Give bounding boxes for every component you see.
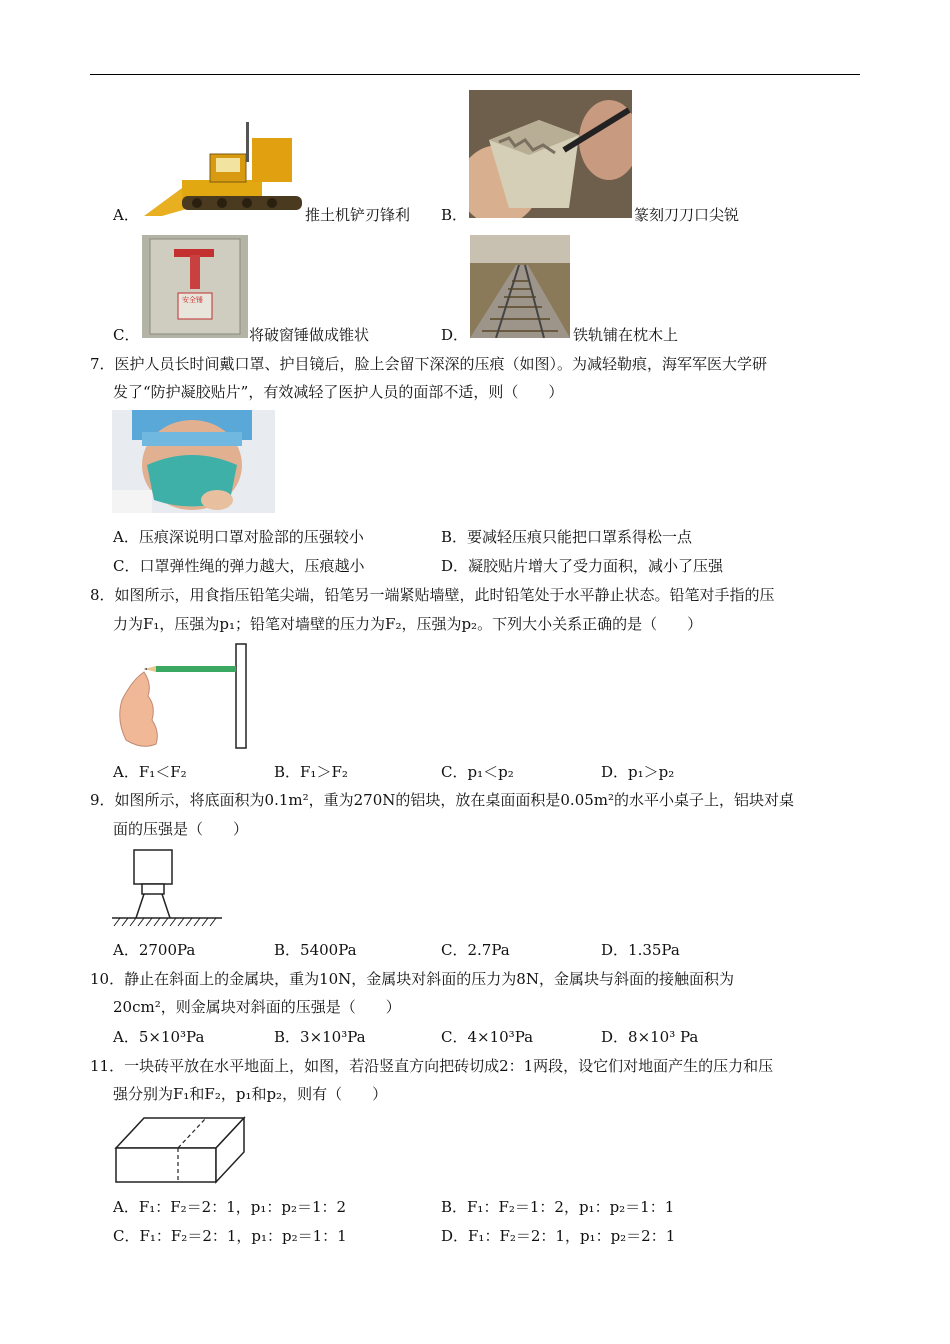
q10-option-b: B．3×10³Pa (274, 1028, 366, 1046)
q8-stem-line1: 8．如图所示，用食指压铅笔尖端，铅笔另一端紧贴墙壁，此时铅笔处于水平静止状态。铅笔对手指的压 (90, 586, 775, 604)
q6-option-a-letter: A． (113, 206, 139, 224)
carving-knife-image (469, 90, 632, 218)
q9-option-b: B．5400Pa (274, 941, 357, 959)
q9-stem-line1: 9．如图所示，将底面积为0.1m²，重为270N的铝块，放在桌面面积是0.05m²的水平小桌子上，铝块对桌 (90, 791, 795, 809)
q8-option-b: B．F₁＞F₂ (274, 763, 348, 781)
q10-option-c: C．4×10³Pa (441, 1028, 534, 1046)
safety-hammer-sign: 安全锤 (182, 296, 203, 304)
q7-stem-line2: 发了“防护凝胶贴片”，有效减轻了医护人员的面部不适，则（ ） (113, 383, 564, 401)
q10-option-a: A．5×10³Pa (113, 1028, 205, 1046)
railway-track-image (470, 235, 570, 338)
q9-option-a: A．2700Pa (113, 941, 196, 959)
q7-option-b: B．要减轻压痕只能把口罩系得松一点 (441, 528, 693, 546)
medical-worker-image (112, 410, 275, 513)
q10-stem-line2: 20cm²，则金属块对斜面的压强是（ ） (113, 998, 401, 1016)
q9-option-d: D．1.35Pa (601, 941, 680, 959)
q6-option-d-letter: D． (441, 326, 469, 344)
q7-stem-line1: 7．医护人员长时间戴口罩、护目镜后，脸上会留下深深的压痕（如图）。为减轻勒痕，海军军医大学研 (90, 355, 768, 373)
q7-option-c: C．口罩弹性绳的弹力越大，压痕越小 (113, 557, 365, 575)
q6-option-c-text: 将破窗锤做成锥状 (249, 326, 370, 344)
q11-stem-line2: 强分别为F₁和F₂，p₁和p₂，则有（ ） (113, 1085, 388, 1103)
q9-option-c: C．2.7Pa (441, 941, 510, 959)
q7-option-a: A．压痕深说明口罩对脸部的压强较小 (113, 528, 364, 546)
q8-option-a: A．F₁＜F₂ (113, 763, 187, 781)
q11-option-a: A．F₁：F₂＝2：1，p₁：p₂＝1：2 (113, 1198, 347, 1216)
q8-stem-line2: 力为F₁，压强为p₁；铅笔对墙壁的压力为F₂，压强为p₂。下列大小关系正确的是（ ） (113, 615, 703, 633)
q9-stem-line2: 面的压强是（ ） (113, 820, 249, 838)
q6-option-b-letter: B． (441, 206, 468, 224)
q6-option-a-text: 推土机铲刃锋利 (305, 206, 411, 224)
q11-stem-line1: 11．一块砖平放在水平地面上，如图，若沿竖直方向把砖切成2：1两段，设它们对地面产生的压力和压 (90, 1057, 774, 1075)
q10-stem-line1: 10．静止在斜面上的金属块，重为10N，金属块对斜面的压力为8N，金属块与斜面的接触面积为 (90, 970, 734, 988)
q7-option-d: D．凝胶贴片增大了受力面积，减小了压强 (441, 557, 724, 575)
q6-option-b-text: 篆刻刀刀口尖锐 (634, 206, 740, 224)
q11-option-c: C．F₁：F₂＝2：1，p₁：p₂＝1：1 (113, 1227, 347, 1245)
q6-option-c-letter: C． (113, 326, 140, 344)
q11-option-d: D．F₁：F₂＝2：1，p₁：p₂＝2：1 (441, 1227, 676, 1245)
q6-option-d-text: 铁轨铺在枕木上 (573, 326, 679, 344)
q8-option-d: D．p₁＞p₂ (601, 763, 675, 781)
q11-option-b: B．F₁：F₂＝1：2，p₁：p₂＝1：1 (441, 1198, 675, 1216)
pencil-finger-diagram (112, 640, 252, 752)
header-rule (90, 74, 860, 75)
brick-diagram (112, 1112, 248, 1186)
bulldozer-image (142, 118, 302, 218)
aluminum-block-table-diagram (112, 846, 224, 928)
q8-option-c: C．p₁＜p₂ (441, 763, 514, 781)
q10-option-d: D．8×10³ Pa (601, 1028, 699, 1046)
safety-hammer-image (142, 235, 248, 338)
